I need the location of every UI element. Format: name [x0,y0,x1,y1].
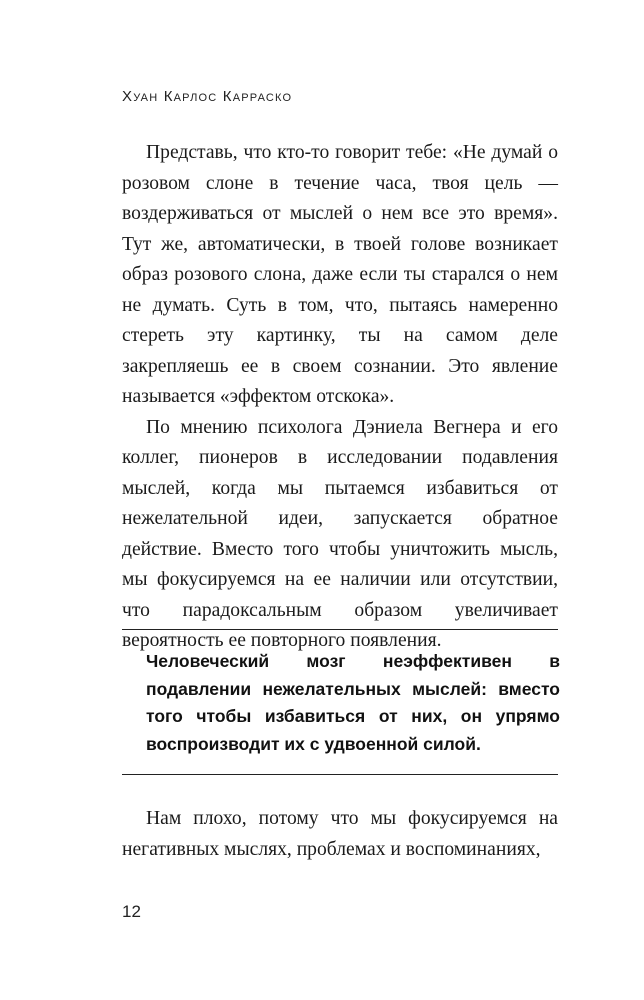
paragraph-wegner: По мнению психолога Дэниела Вегнера и его коллег, пионеров в исследовании подавления мыслей, когда мы пытаемся избавиться от нежелательной идеи, запускается обратное действие. Вместо того чтобы уничтожить мысль, мы фокусируемся на ее наличии или отсутствии, что парадоксальным образом увеличивает вероятность ее повторного появления. [122,416,558,651]
continuation-text-block [122,804,558,865]
running-header: Хуан Карлос Карраско [122,88,293,105]
page-number: 12 [122,902,141,921]
pull-quote-bottom-rule [122,774,558,775]
pull-quote: Человеческий мозг неэффективен в подавлении нежелательных мыслей: вместо того чтобы избавиться от них, он упрямо воспроизводит их с удвоенной силой. [146,651,560,754]
paragraph-pink-elephant: Представь, что кто-то говорит тебе: «Не думай о розовом слоне в течение часа, твоя цель — воздерживаться от мыслей о нем все это время». Тут же, автоматически, в твоей голове возникает образ розового слона, даже если ты старался о нем не думать. Суть в том, что, пытаясь намеренно стереть эту картинку, ты на самом деле закрепляешь ее в своем сознании. Это явление называется «эффектом отскока». [122,142,558,407]
paragraph-continuation: Нам плохо, потому что мы фокусируемся на негативных мыслях, проблемах и воспоминаниях, [122,808,558,860]
main-text-block [122,138,558,657]
pull-quote-top-rule [122,629,558,630]
